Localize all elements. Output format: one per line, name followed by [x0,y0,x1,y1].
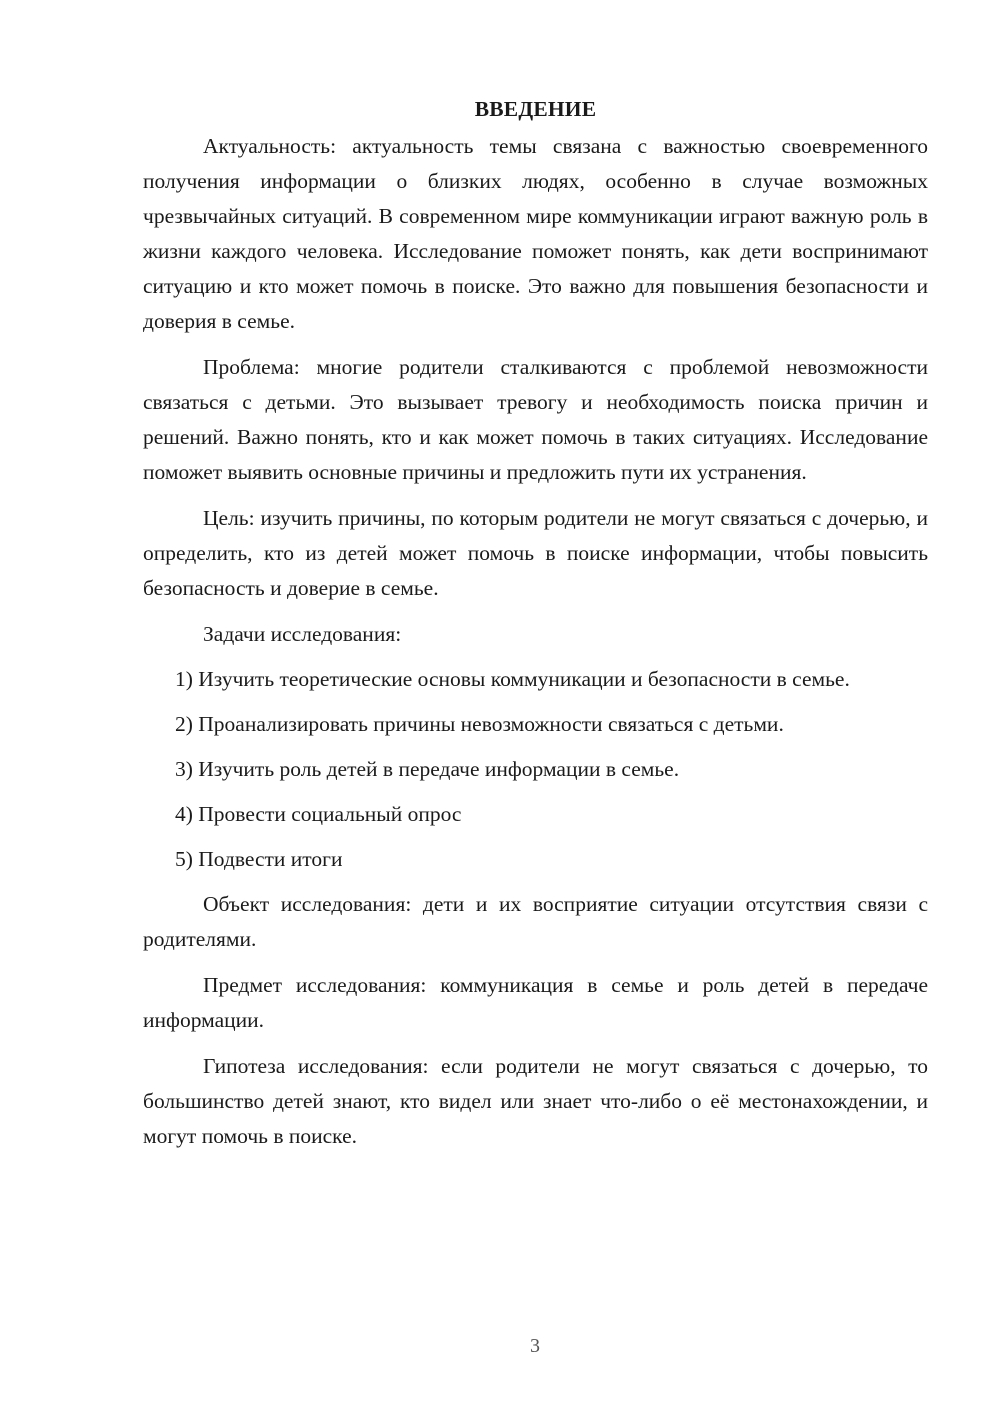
paragraph-subject: Предмет исследования: коммуникация в семье и роль детей в передаче информации. [143,973,928,1032]
list-item: 4) Провести социальный опрос [175,802,462,826]
list-item: 5) Подвести итоги [175,847,343,871]
list-item: 3) Изучить роль детей в передаче информации в семье. [175,757,680,781]
paragraph-object: Объект исследования: дети и их восприятие ситуации отсутствия связи с родителями. [143,892,928,951]
paragraph-relevance: Актуальность: актуальность темы связана с важностью своевременного получения информации о близких людях, особенно в случае возможных чрезвычайных ситуаций. В современном мире коммуникации играют важную роль в жизни каждого человека. Исследование поможет понять, как дети воспринимают ситуацию и кто может помочь в поиске. Это важно для повышения безопасности и доверия в семье. [143,134,928,333]
tasks-header: Задачи исследования: [203,622,402,646]
list-item: 1) Изучить теоретические основы коммуникации и безопасности в семье. [175,667,850,691]
tasks-list [143,662,928,877]
page-title: ВВЕДЕНИЕ [474,97,597,121]
list-item: 2) Проанализировать причины невозможности связаться с детьми. [175,712,784,736]
paragraph-goal: Цель: изучить причины, по которым родители не могут связаться с дочерью, и определить, кто из детей может помочь в поиске информации, чтобы повысить безопасность и доверие в семье. [143,506,928,600]
document-page [143,92,928,1165]
page-number: 3 [530,1335,540,1357]
paragraph-hypothesis: Гипотеза исследования: если родители не могут связаться с дочерью, то большинство детей знают, кто видел или знает что-либо о её местонахождении, и могут помочь в поиске. [143,1054,928,1148]
paragraph-problem: Проблема: многие родители сталкиваются с проблемой невозможности связаться с детьми. Это вызывает тревогу и необходимость поиска причин и решений. Важно понять, кто и как может помочь в таких ситуациях. Исследование поможет выявить основные причины и предложить пути их устранения. [143,355,928,484]
